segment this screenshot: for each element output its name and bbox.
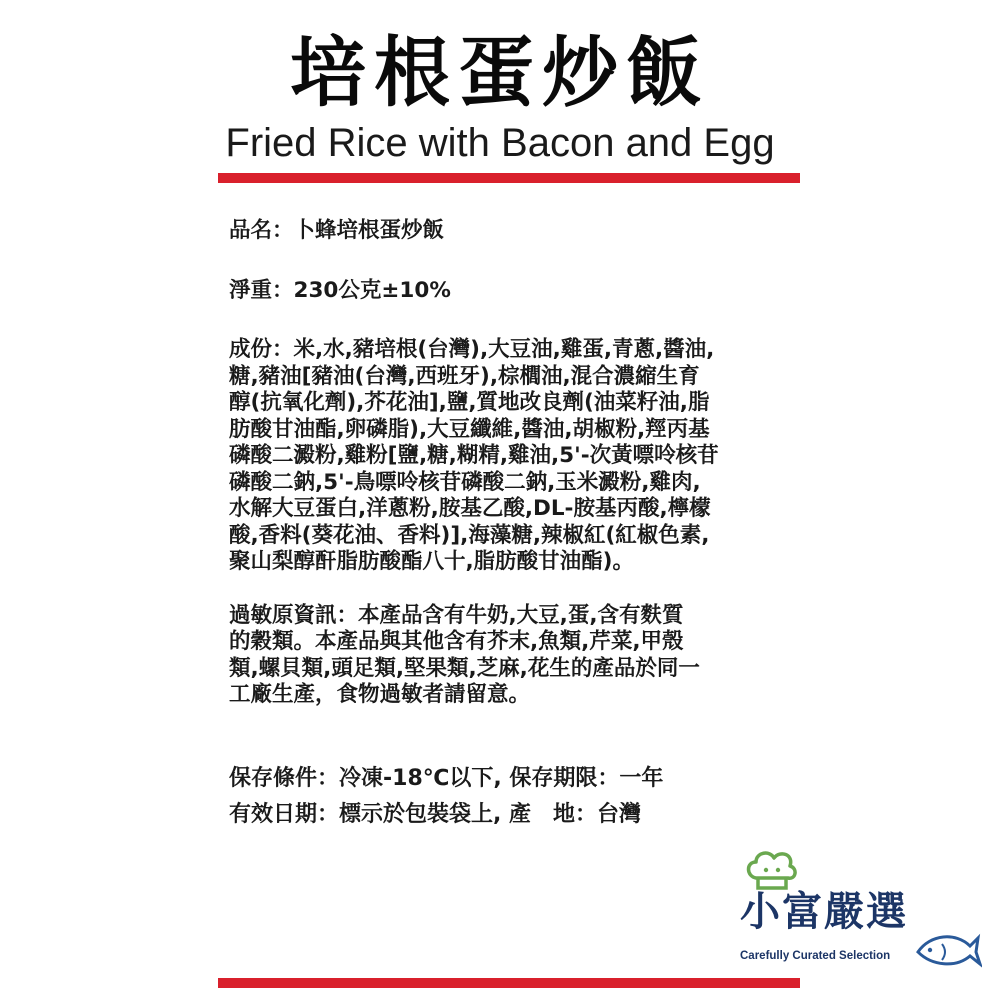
ingredients-line: 醇(抗氧化劑),芥花油],鹽,質地改良劑(油菜籽油,脂 — [229, 390, 710, 415]
ingredients-line: 糖,豬油[豬油(台灣,西班牙),棕櫚油,混合濃縮生育 — [229, 363, 700, 389]
top-red-rule — [218, 173, 800, 183]
ingredients-line: 磷酸二澱粉,雞粉[鹽,糖,糊精,雞油,5'-次黃嘌呤核苷 — [229, 443, 719, 468]
expiry-origin: 有效日期：標示於包裝袋上, 產 地：台灣 — [229, 801, 642, 827]
allergen-line: 過敏原資訊：本產品含有牛奶,大豆,蛋,含有麩質 — [229, 602, 684, 628]
ingredients — [229, 337, 789, 576]
allergen-line: 類,螺貝類,頭足類,堅果類,芝麻,花生的產品於同一 — [229, 655, 700, 681]
label-content — [229, 218, 789, 833]
storage-conditions: 保存條件：冷凍-18℃以下, 保存期限：一年 — [229, 765, 664, 791]
allergen-line: 工廠生產，食物過敏者請留意。 — [229, 682, 531, 707]
title-english: Fried Rice with Bacon and Egg — [225, 121, 775, 165]
bottom-red-rule — [218, 978, 800, 988]
ingredients-line: 磷酸二鈉,5'-鳥嘌呤核苷磷酸二鈉,玉米澱粉,雞肉, — [229, 469, 701, 495]
brand-name: 小富嚴選 — [740, 889, 908, 935]
brand-tagline: Carefully Curated Selection — [740, 950, 891, 962]
allergen-info — [229, 603, 789, 709]
brand-logo — [740, 850, 985, 975]
chef-hat-icon — [742, 844, 802, 894]
title-chinese: 培根蛋炒飯 — [290, 28, 710, 117]
ingredients-line: 酸,香料(葵花油、香料)],海藻糖,辣椒紅(紅椒色素, — [229, 522, 710, 548]
net-weight: 淨重：230公克±10% — [229, 277, 451, 303]
product-name: 品名：卜蜂培根蛋炒飯 — [229, 218, 445, 243]
storage-info — [229, 761, 789, 833]
ingredients-line: 聚山梨醇酐脂肪酸酯八十,脂肪酸甘油酯)。 — [229, 549, 634, 574]
ingredients-line: 水解大豆蛋白,洋蔥粉,胺基乙酸,DL-胺基丙酸,檸檬 — [229, 496, 711, 521]
ingredients-line: 肪酸甘油酯,卵磷脂),大豆纖維,醬油,胡椒粉,羥丙基 — [229, 416, 710, 442]
ingredients-line: 成份：米,水,豬培根(台灣),大豆油,雞蛋,青蔥,醬油, — [229, 337, 715, 362]
allergen-line: 的穀類。本產品與其他含有芥末,魚類,芹菜,甲殼 — [229, 629, 684, 654]
fish-icon — [912, 922, 982, 972]
